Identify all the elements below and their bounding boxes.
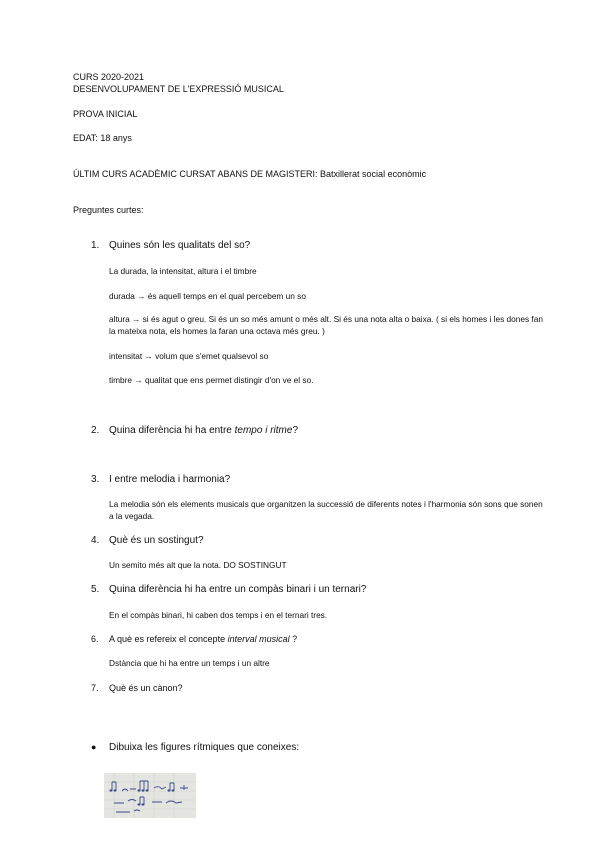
answer-4: Un semito més alt que la nota. DO SOSTINGUT — [109, 560, 287, 570]
answer-1-line-3: altura → si és agut o greu. Si és un so més amunt o més alt. Si és una nota alta o baixa. ( si els homes i les dones fan la mateixa nota, els homes la faran una octava més greu. ) — [109, 314, 543, 336]
answer-5: En el compàs binari, hi caben dos temps i en el ternari tres. — [109, 610, 328, 620]
question-number: 3. — [91, 474, 100, 485]
question-text-start: Quina diferència hi ha entre — [109, 425, 235, 436]
answer-3: La melodia són els elements musicals que organitzen la successió de diferents notes i l'harmonia són sons que sonen a la vegada. — [109, 499, 543, 521]
question-number: 4. — [91, 535, 100, 546]
drawing-prompt — [91, 741, 299, 754]
question-number: 5. — [91, 584, 100, 595]
bullet-icon: ● — [91, 742, 97, 752]
question-text-start: A què es refereix el concepte — [109, 634, 228, 644]
rhythm-figures-photo — [104, 773, 196, 818]
question-text: Quina diferència hi ha entre un compàs binari i un ternari? — [109, 584, 367, 595]
last-course-line: ÚLTIM CURS ACADÈMIC CURSAT ABANS DE MAGISTERI: Batxillerat social econòmic — [73, 169, 427, 179]
answer-1-line-4: intensitat → volum que s'emet qualsevol so — [109, 351, 269, 361]
question-3 — [91, 474, 230, 486]
question-4 — [91, 535, 204, 547]
age-line: EDAT: 18 anys — [73, 133, 132, 143]
question-number: 7. — [91, 683, 99, 693]
answer-1-line-2: durada → és aquell temps en el qual percebem un so — [109, 291, 306, 301]
question-text-italic: tempo i ritme — [234, 425, 293, 436]
subject-title: DESENVOLUPAMENT DE L'EXPRESSIÓ MUSICAL — [73, 84, 284, 94]
question-number: 1. — [91, 240, 100, 251]
question-number: 2. — [91, 425, 100, 436]
question-5 — [91, 584, 366, 596]
question-text: Quines són les qualitats del so? — [109, 240, 251, 251]
question-text-end: ? — [292, 425, 298, 436]
question-text: Què és un cànon? — [109, 683, 183, 693]
section-title: Preguntes curtes: — [73, 205, 144, 215]
question-number: 6. — [91, 634, 99, 644]
question-text: I entre melodia i harmonia? — [109, 474, 231, 485]
test-title: PROVA INICIAL — [73, 109, 138, 119]
drawing-prompt-text: Dibuixa les figures rítmiques que coneixes: — [109, 742, 300, 753]
handwritten-figures-drawing — [104, 773, 196, 818]
course-year: CURS 2020-2021 — [73, 72, 145, 82]
question-text-italic: interval musical — [227, 634, 290, 644]
question-text: Què és un sostingut? — [109, 535, 204, 546]
question-6 — [91, 633, 297, 645]
answer-6: Dstància que hi ha entre un temps i un altre — [109, 658, 270, 668]
question-1 — [91, 240, 250, 252]
question-2 — [91, 425, 298, 437]
answer-1-line-5: timbre → qualitat que ens permet distingir d'on ve el so. — [109, 375, 314, 385]
question-7 — [91, 682, 183, 694]
answer-1-line-1: La durada, la intensitat, altura i el timbre — [109, 266, 257, 276]
question-text-end: ? — [289, 634, 298, 644]
